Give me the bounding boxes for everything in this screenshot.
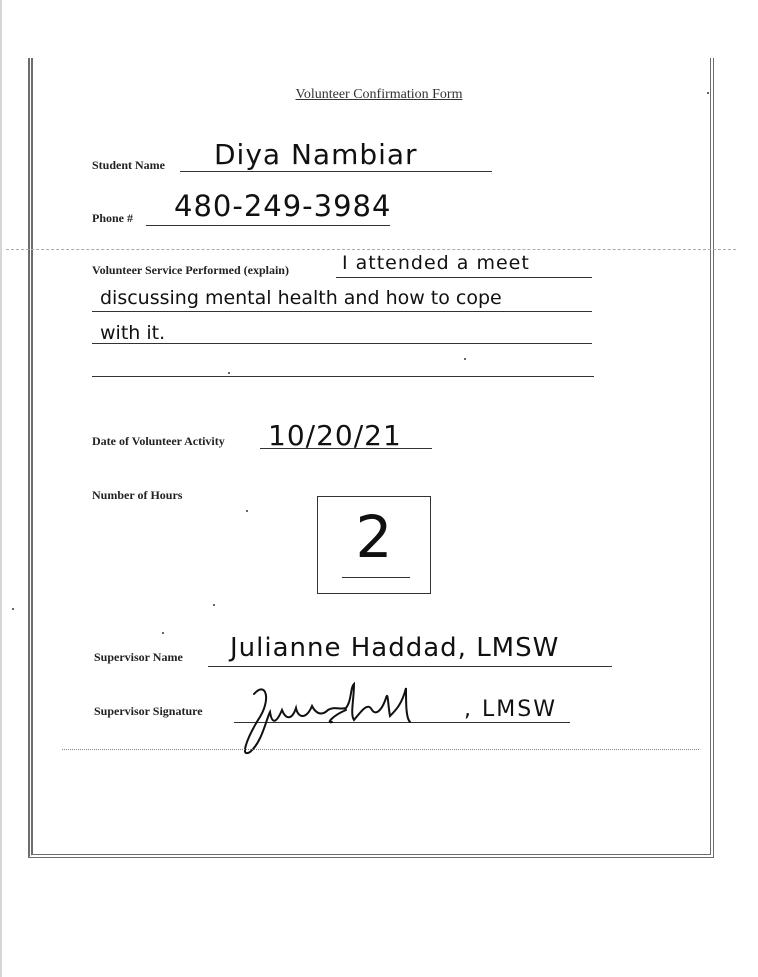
student-name-label: Student Name xyxy=(92,158,166,172)
service-line-2 xyxy=(92,311,592,312)
scan-edge xyxy=(0,0,2,977)
service-value-line-3: with it. xyxy=(100,322,166,344)
scan-speck xyxy=(246,510,248,512)
hours-box xyxy=(317,496,431,594)
supervisor-signature-label: Supervisor Signature xyxy=(94,704,203,718)
service-value-line-1: I attended a meet xyxy=(342,252,530,274)
service-line-4 xyxy=(92,376,594,377)
scan-speck xyxy=(213,604,215,606)
bottom-rule xyxy=(62,749,699,750)
date-value: 10/20/21 xyxy=(268,419,402,452)
hours-underline xyxy=(342,577,410,578)
date-label: Date of Volunteer Activity xyxy=(92,434,225,448)
form-title: Volunteer Confirmation Form xyxy=(295,87,463,102)
supervisor-name-value: Julianne Haddad, LMSW xyxy=(230,633,560,663)
phone-line xyxy=(146,225,390,226)
service-label: Volunteer Service Performed (explain) xyxy=(92,263,289,277)
student-name-value: Diya Nambiar xyxy=(214,138,418,171)
hours-label: Number of Hours xyxy=(92,488,183,502)
supervisor-name-label: Supervisor Name xyxy=(94,650,183,664)
service-line-3 xyxy=(92,343,592,344)
student-name-line xyxy=(180,171,492,172)
scan-speck xyxy=(162,632,164,634)
scan-speck xyxy=(464,358,466,360)
phone-value: 480-249-3984 xyxy=(174,189,392,223)
service-line-1 xyxy=(336,277,592,278)
supervisor-signature-mark xyxy=(236,680,486,760)
phone-label: Phone # xyxy=(92,211,134,225)
service-value-line-2: discussing mental health and how to cope xyxy=(100,287,502,309)
hours-value: 2 xyxy=(355,503,393,571)
scan-speck xyxy=(12,608,14,610)
supervisor-name-line xyxy=(208,666,612,667)
fold-line xyxy=(6,249,736,250)
scan-speck xyxy=(707,92,709,94)
signature-suffix: , LMSW xyxy=(464,697,557,722)
scan-speck xyxy=(228,372,230,374)
